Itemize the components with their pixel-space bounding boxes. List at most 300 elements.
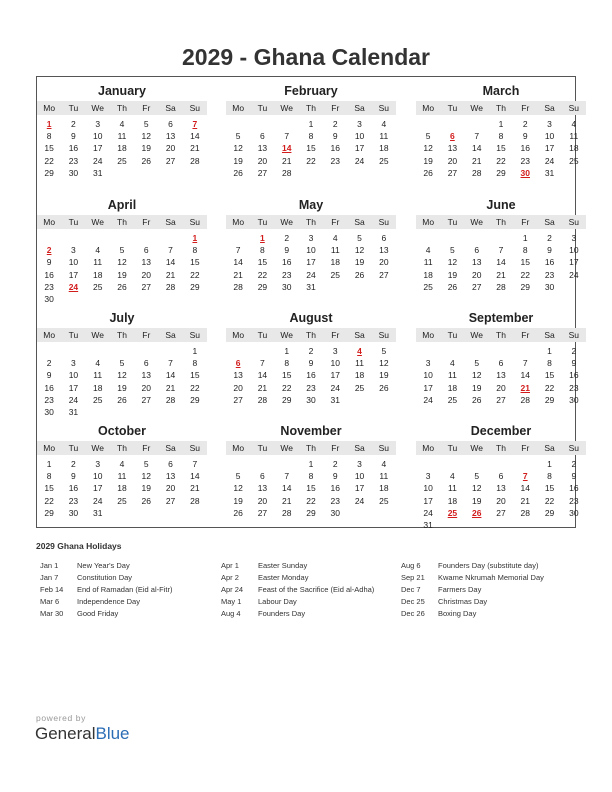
day-cell: 5 xyxy=(143,119,149,129)
day-cell: 18 xyxy=(117,483,127,494)
day-cell: 13 xyxy=(141,257,151,268)
empty-cell xyxy=(226,458,250,470)
day-cell: 11 xyxy=(117,131,127,142)
weekday-header xyxy=(416,328,586,342)
month-name: January xyxy=(98,84,146,98)
day-cell: 27 xyxy=(165,155,176,166)
day-cell: 3 xyxy=(357,119,362,129)
month-may xyxy=(226,197,396,293)
weekday-label: Su xyxy=(189,443,201,453)
day-cell: 8 xyxy=(308,131,314,142)
day-cell: 24 xyxy=(68,394,79,405)
weekday-label: Th xyxy=(117,217,127,227)
weekday-label: Sa xyxy=(165,103,176,113)
day-cell: 26 xyxy=(447,281,458,292)
day-cell: 23 xyxy=(569,495,579,506)
day-cell: 10 xyxy=(569,245,579,256)
weekday-label: Tu xyxy=(447,330,458,340)
day-cell: 21 xyxy=(165,269,176,280)
day-cell: 9 xyxy=(284,245,290,256)
day-cell: 12 xyxy=(379,358,389,369)
month-name: October xyxy=(98,424,146,438)
day-grid xyxy=(37,232,207,305)
day-cell: 17 xyxy=(68,269,79,280)
day-cell: 12 xyxy=(141,471,151,482)
weekday-label: Fr xyxy=(142,103,151,113)
day-cell: 7 xyxy=(192,459,198,469)
day-cell: 13 xyxy=(233,370,243,381)
day-cell: 28 xyxy=(281,507,292,518)
day-cell: 28 xyxy=(165,394,176,405)
day-cell: 27 xyxy=(233,394,243,405)
day-cell: 15 xyxy=(520,257,530,268)
day-cell: 7 xyxy=(168,358,173,369)
brand-general: General xyxy=(35,724,96,743)
day-cell: 13 xyxy=(165,131,176,142)
day-cell: 19 xyxy=(141,143,151,154)
day-cell: 31 xyxy=(68,406,79,417)
day-cell: 28 xyxy=(190,155,200,166)
day-cell: 31 xyxy=(423,519,433,530)
month-september xyxy=(416,310,586,406)
weekday-label: Fr xyxy=(331,217,340,227)
weekday-label: Su xyxy=(378,103,390,113)
day-cell: 14 xyxy=(190,131,200,142)
day-cell: 19 xyxy=(423,155,433,166)
weekday-label: We xyxy=(280,103,293,113)
day-cell: 7 xyxy=(284,131,290,142)
month-name: April xyxy=(107,198,137,212)
holiday-date: May 1 xyxy=(221,597,242,606)
holiday-row xyxy=(221,560,374,572)
holiday-day-cell: 2 xyxy=(46,245,52,256)
day-cell: 4 xyxy=(425,245,431,256)
holiday-date: Apr 24 xyxy=(221,585,244,594)
weekday-label: Mo xyxy=(232,217,245,227)
weekday-label: Su xyxy=(568,443,580,453)
day-cell: 29 xyxy=(520,281,530,292)
day-cell: 22 xyxy=(257,269,268,280)
day-cell: 29 xyxy=(257,281,268,292)
month-name: February xyxy=(284,84,338,98)
day-cell: 20 xyxy=(165,143,176,154)
day-cell: 24 xyxy=(569,269,579,280)
day-cell: 9 xyxy=(571,358,577,369)
day-cell: 25 xyxy=(447,394,458,405)
day-cell: 4 xyxy=(381,119,387,129)
day-cell: 22 xyxy=(281,382,292,393)
weekday-label: Tu xyxy=(447,217,458,227)
day-cell: 5 xyxy=(143,459,149,469)
day-cell: 15 xyxy=(306,143,316,154)
month-february xyxy=(226,83,396,179)
month-name: August xyxy=(289,311,333,325)
day-cell: 10 xyxy=(544,131,555,142)
weekday-label: Th xyxy=(496,217,506,227)
day-cell: 22 xyxy=(44,495,54,506)
holiday-row xyxy=(401,608,544,620)
holiday-date: Aug 4 xyxy=(221,609,241,618)
weekday-label: Sa xyxy=(165,443,176,453)
holiday-name: End of Ramadan (Eid al-Fitr) xyxy=(77,585,173,594)
day-cell: 6 xyxy=(498,358,504,369)
day-cell: 1 xyxy=(46,459,52,469)
day-cell: 10 xyxy=(423,370,433,381)
holiday-day-cell: 25 xyxy=(447,507,458,518)
day-cell: 5 xyxy=(474,471,480,482)
day-cell: 21 xyxy=(233,269,243,280)
day-cell: 2 xyxy=(284,233,290,243)
holiday-name: Boxing Day xyxy=(438,609,477,618)
weekday-label: Sa xyxy=(354,330,365,340)
day-cell: 5 xyxy=(381,346,387,356)
day-cell: 17 xyxy=(354,483,365,494)
weekday-label: Tu xyxy=(257,103,268,113)
empty-cell xyxy=(465,232,489,244)
holiday-name: Farmers Day xyxy=(438,585,482,594)
day-cell: 12 xyxy=(233,143,243,154)
holiday-date: Jan 7 xyxy=(40,573,59,582)
day-cell: 12 xyxy=(117,257,127,268)
day-cell: 12 xyxy=(117,370,127,381)
weekday-label: We xyxy=(470,443,483,453)
weekday-label: We xyxy=(280,443,293,453)
day-cell: 24 xyxy=(92,495,103,506)
day-cell: 27 xyxy=(165,495,176,506)
holidays-title: 2029 Ghana Holidays xyxy=(36,541,122,551)
day-cell: 20 xyxy=(141,269,151,280)
weekday-label: Sa xyxy=(544,443,555,453)
day-cell: 17 xyxy=(423,495,433,506)
holiday-name: Christmas Day xyxy=(438,597,488,606)
month-december xyxy=(416,423,586,531)
holiday-name: Feast of the Sacrifice (Eid al-Adha) xyxy=(258,585,375,594)
day-cell: 23 xyxy=(544,269,555,280)
day-cell: 19 xyxy=(471,382,482,393)
day-cell: 19 xyxy=(471,495,482,506)
day-cell: 23 xyxy=(330,495,340,506)
day-cell: 19 xyxy=(233,155,243,166)
day-cell: 29 xyxy=(44,167,54,178)
day-cell: 13 xyxy=(165,471,176,482)
empty-cell xyxy=(416,232,440,244)
day-cell: 17 xyxy=(330,370,340,381)
day-cell: 9 xyxy=(46,370,52,381)
day-cell: 4 xyxy=(571,119,577,129)
day-cell: 3 xyxy=(425,471,431,482)
empty-cell xyxy=(465,345,489,357)
weekday-header xyxy=(226,215,396,229)
day-cell: 3 xyxy=(332,346,338,356)
day-cell: 12 xyxy=(233,483,243,494)
weekday-label: Su xyxy=(568,217,580,227)
holiday-row xyxy=(221,572,374,584)
day-cell: 6 xyxy=(168,119,173,129)
day-cell: 11 xyxy=(93,370,103,381)
day-cell: 1 xyxy=(547,459,552,469)
day-cell: 13 xyxy=(141,370,151,381)
day-cell: 24 xyxy=(306,269,316,280)
weekday-label: Mo xyxy=(232,443,245,453)
empty-cell xyxy=(250,458,274,470)
holiday-row xyxy=(40,560,172,572)
day-cell: 15 xyxy=(544,370,555,381)
weekday-label: Th xyxy=(496,330,506,340)
weekday-label: We xyxy=(91,103,104,113)
day-cell: 22 xyxy=(306,155,316,166)
day-cell: 17 xyxy=(569,257,579,268)
day-cell: 20 xyxy=(141,382,151,393)
weekday-label: Th xyxy=(306,443,316,453)
weekday-label: Tu xyxy=(447,103,458,113)
day-cell: 24 xyxy=(423,507,433,518)
day-cell: 8 xyxy=(284,358,290,369)
day-grid xyxy=(416,458,586,531)
day-cell: 18 xyxy=(330,257,340,268)
holiday-day-cell: 7 xyxy=(192,119,198,129)
weekday-label: Fr xyxy=(521,330,530,340)
day-cell: 3 xyxy=(425,358,431,369)
weekday-label: Tu xyxy=(68,330,79,340)
day-cell: 23 xyxy=(569,382,579,393)
day-cell: 10 xyxy=(68,370,79,381)
day-cell: 22 xyxy=(496,155,506,166)
day-cell: 22 xyxy=(306,495,316,506)
day-cell: 9 xyxy=(332,471,338,482)
day-cell: 8 xyxy=(46,131,52,142)
day-cell: 31 xyxy=(330,394,340,405)
day-cell: 11 xyxy=(569,131,579,142)
day-cell: 18 xyxy=(423,269,433,280)
day-cell: 11 xyxy=(355,358,364,369)
empty-cell xyxy=(61,232,85,244)
day-cell: 29 xyxy=(544,507,555,518)
day-cell: 25 xyxy=(92,281,103,292)
day-cell: 19 xyxy=(117,382,127,393)
month-name: September xyxy=(468,311,534,325)
holiday-date: Apr 1 xyxy=(221,561,239,570)
day-cell: 25 xyxy=(569,155,579,166)
day-cell: 2 xyxy=(571,346,577,356)
weekday-label: Tu xyxy=(257,443,268,453)
weekday-label: We xyxy=(91,443,104,453)
day-cell: 3 xyxy=(308,233,314,243)
weekday-label: Sa xyxy=(354,217,365,227)
weekday-label: Tu xyxy=(257,217,268,227)
day-cell: 8 xyxy=(547,471,552,482)
day-cell: 28 xyxy=(257,394,268,405)
day-cell: 30 xyxy=(569,507,579,518)
day-cell: 9 xyxy=(522,131,528,142)
day-cell: 11 xyxy=(379,471,389,482)
day-grid xyxy=(226,345,396,406)
day-cell: 12 xyxy=(447,257,458,268)
weekday-header xyxy=(37,215,207,229)
weekday-label: Mo xyxy=(43,103,56,113)
day-cell: 23 xyxy=(44,281,54,292)
empty-cell xyxy=(226,118,250,130)
day-cell: 19 xyxy=(141,483,151,494)
day-cell: 19 xyxy=(447,269,458,280)
day-cell: 17 xyxy=(354,143,365,154)
day-cell: 28 xyxy=(520,507,530,518)
weekday-label: We xyxy=(470,103,483,113)
day-cell: 9 xyxy=(332,131,338,142)
day-cell: 18 xyxy=(447,382,458,393)
weekday-header xyxy=(37,441,207,455)
weekday-label: Fr xyxy=(521,217,530,227)
day-cell: 2 xyxy=(46,358,52,369)
day-cell: 1 xyxy=(308,459,314,469)
day-cell: 27 xyxy=(257,167,268,178)
day-cell: 15 xyxy=(44,483,54,494)
day-cell: 31 xyxy=(92,507,103,518)
day-cell: 16 xyxy=(306,370,316,381)
brand-logo xyxy=(35,724,130,744)
day-cell: 30 xyxy=(330,507,340,518)
month-august xyxy=(226,310,396,406)
day-cell: 28 xyxy=(190,495,200,506)
day-cell: 13 xyxy=(471,257,482,268)
day-cell: 1 xyxy=(284,346,290,356)
day-cell: 29 xyxy=(306,507,316,518)
weekday-label: Tu xyxy=(68,103,79,113)
day-cell: 27 xyxy=(496,507,506,518)
day-cell: 5 xyxy=(425,131,431,142)
day-cell: 21 xyxy=(471,155,482,166)
weekday-label: Th xyxy=(117,330,127,340)
weekday-label: Fr xyxy=(142,217,151,227)
holiday-date: Dec 7 xyxy=(401,585,421,594)
holiday-row xyxy=(221,596,374,608)
day-cell: 18 xyxy=(379,483,389,494)
month-name: November xyxy=(280,424,342,438)
day-cell: 20 xyxy=(257,155,268,166)
day-cell: 14 xyxy=(471,143,482,154)
day-cell: 27 xyxy=(141,394,151,405)
holiday-day-cell: 30 xyxy=(520,167,530,178)
holiday-day-cell: 21 xyxy=(520,382,530,393)
holiday-name: Easter Sunday xyxy=(258,561,308,570)
day-cell: 19 xyxy=(233,495,243,506)
day-cell: 25 xyxy=(354,382,365,393)
day-cell: 15 xyxy=(496,143,506,154)
weekday-header xyxy=(37,101,207,115)
day-cell: 3 xyxy=(571,233,577,243)
day-cell: 7 xyxy=(284,471,290,482)
day-cell: 3 xyxy=(95,459,101,469)
day-cell: 26 xyxy=(117,281,127,292)
day-cell: 30 xyxy=(68,507,79,518)
weekday-label: Sa xyxy=(354,443,365,453)
empty-cell xyxy=(489,232,513,244)
day-cell: 29 xyxy=(190,281,200,292)
day-cell: 13 xyxy=(257,483,268,494)
month-name: December xyxy=(470,424,532,438)
weekday-header xyxy=(416,441,586,455)
holiday-day-cell: 6 xyxy=(235,358,241,369)
day-cell: 3 xyxy=(547,119,552,129)
day-cell: 21 xyxy=(496,269,506,280)
day-cell: 4 xyxy=(95,245,101,256)
day-cell: 28 xyxy=(281,167,292,178)
powered-by-text: powered by xyxy=(36,713,86,723)
weekday-header xyxy=(226,328,396,342)
day-cell: 15 xyxy=(190,370,200,381)
day-cell: 10 xyxy=(423,483,433,494)
day-cell: 15 xyxy=(44,143,54,154)
day-cell: 15 xyxy=(257,257,268,268)
day-cell: 14 xyxy=(281,483,292,494)
day-cell: 22 xyxy=(44,155,54,166)
empty-cell xyxy=(37,345,61,357)
weekday-label: Su xyxy=(189,103,201,113)
day-cell: 7 xyxy=(168,245,173,256)
weekday-label: We xyxy=(280,330,293,340)
day-cell: 28 xyxy=(520,394,530,405)
day-cell: 23 xyxy=(68,155,79,166)
day-cell: 23 xyxy=(330,155,340,166)
holiday-column-1 xyxy=(40,560,172,620)
holiday-date: Feb 14 xyxy=(40,585,64,594)
weekday-label: Tu xyxy=(68,443,79,453)
day-cell: 11 xyxy=(448,370,457,381)
day-cell: 30 xyxy=(68,167,79,178)
day-cell: 17 xyxy=(544,143,555,154)
holiday-date: Dec 26 xyxy=(401,609,425,618)
day-cell: 14 xyxy=(496,257,506,268)
day-grid xyxy=(416,118,586,179)
day-cell: 16 xyxy=(569,370,579,381)
day-grid xyxy=(226,458,396,519)
day-cell: 17 xyxy=(92,143,103,154)
holiday-name: Constitution Day xyxy=(77,573,133,582)
holiday-name: Easter Monday xyxy=(258,573,309,582)
day-cell: 10 xyxy=(354,471,365,482)
day-cell: 27 xyxy=(471,281,482,292)
empty-cell xyxy=(513,345,537,357)
weekday-label: Th xyxy=(117,443,127,453)
empty-cell xyxy=(134,232,158,244)
day-cell: 11 xyxy=(423,257,433,268)
weekday-label: Mo xyxy=(232,103,245,113)
day-cell: 7 xyxy=(474,131,480,142)
day-cell: 14 xyxy=(233,257,243,268)
weekday-label: Th xyxy=(496,443,506,453)
day-cell: 20 xyxy=(496,495,506,506)
day-cell: 19 xyxy=(117,269,127,280)
holiday-name: Kwame Nkrumah Memorial Day xyxy=(438,573,544,582)
day-cell: 27 xyxy=(257,507,268,518)
day-cell: 20 xyxy=(257,495,268,506)
day-cell: 2 xyxy=(522,119,528,129)
holiday-row xyxy=(40,584,172,596)
holiday-date: Dec 25 xyxy=(401,597,425,606)
day-grid xyxy=(416,345,586,406)
day-cell: 8 xyxy=(192,245,198,256)
day-cell: 2 xyxy=(308,346,314,356)
day-cell: 8 xyxy=(547,358,552,369)
holiday-column-3 xyxy=(401,560,544,620)
holiday-day-cell: 14 xyxy=(281,143,292,154)
month-name: March xyxy=(482,84,520,98)
day-cell: 17 xyxy=(423,382,433,393)
day-cell: 24 xyxy=(423,394,433,405)
day-cell: 2 xyxy=(71,459,76,469)
day-cell: 21 xyxy=(190,143,200,154)
weekday-label: Sa xyxy=(544,217,555,227)
day-cell: 4 xyxy=(381,459,387,469)
